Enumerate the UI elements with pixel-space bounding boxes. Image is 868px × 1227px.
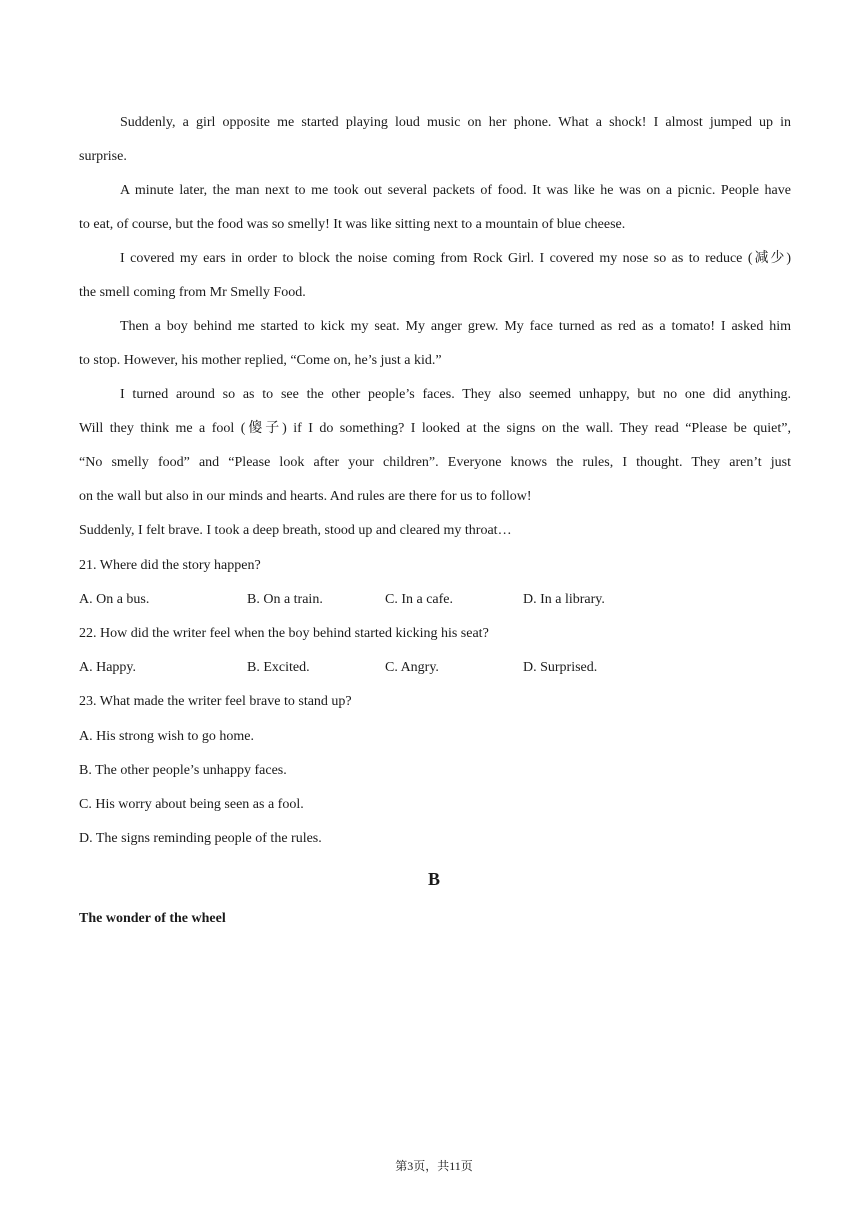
passage-p1-line2: surprise.: [79, 149, 127, 164]
question-21-option-a: A. On a bus.: [79, 592, 150, 607]
question-22-option-a: A. Happy.: [79, 660, 137, 675]
passage-p1-line1: Suddenly, a girl opposite me started playing loud music on her phone. What a shock! I almost jumped up in: [120, 115, 791, 130]
question-21-option-c: C. In a cafe.: [385, 592, 454, 607]
question-23-option-d: D. The signs reminding people of the rules.: [79, 831, 322, 846]
passage-p2-line2: to eat, of course, but the food was so smelly! It was like sitting next to a mountain of blue cheese.: [79, 217, 626, 232]
passage-p3-line1: I covered my ears in order to block the noise coming from Rock Girl. I covered my nose so as to reduce (减少): [120, 251, 791, 266]
passage-p5-line2: Will they think me a fool (傻子) if I do something? I looked at the signs on the wall. They read “Please be quiet”,: [79, 421, 791, 436]
passage-p5-line4: on the wall but also in our minds and hearts. And rules are there for us to follow!: [79, 489, 532, 504]
passage-p5-line1: I turned around so as to see the other people’s faces. They also seemed unhappy, but no one did anything.: [120, 387, 791, 402]
section-b-title: The wonder of the wheel: [79, 911, 226, 926]
passage-p2-line1: A minute later, the man next to me took out several packets of food. It was like he was on a picnic. People have: [120, 183, 791, 198]
passage-p4-line2: to stop. However, his mother replied, “Come on, he’s just a kid.”: [79, 353, 442, 368]
passage-p3-line2: the smell coming from Mr Smelly Food.: [79, 285, 306, 300]
page-footer: 第3页，共11页: [395, 1159, 473, 1173]
question-22-option-b: B. Excited.: [247, 660, 310, 675]
question-23-stem: 23. What made the writer feel brave to stand up?: [79, 694, 352, 709]
question-23-option-b: B. The other people’s unhappy faces.: [79, 763, 287, 778]
passage-p5-line3: “No smelly food” and “Please look after your children”. Everyone knows the rules, I thought. They aren’t just: [79, 455, 791, 470]
question-21-option-d: D. In a library.: [523, 592, 605, 607]
passage-p4-line1: Then a boy behind me started to kick my seat. My anger grew. My face turned as red as a tomato! I asked him: [120, 319, 791, 334]
question-23-option-c: C. His worry about being seen as a fool.: [79, 797, 304, 812]
question-22-option-d: D. Surprised.: [523, 660, 598, 675]
question-21-option-b: B. On a train.: [247, 592, 323, 607]
question-22-stem: 22. How did the writer feel when the boy behind started kicking his seat?: [79, 626, 489, 641]
question-21-stem: 21. Where did the story happen?: [79, 558, 261, 573]
question-22-option-c: C. Angry.: [385, 660, 439, 675]
passage-p6: Suddenly, I felt brave. I took a deep breath, stood up and cleared my throat…: [79, 523, 512, 538]
section-b-heading: B: [427, 869, 440, 889]
question-23-option-a: A. His strong wish to go home.: [79, 729, 254, 744]
